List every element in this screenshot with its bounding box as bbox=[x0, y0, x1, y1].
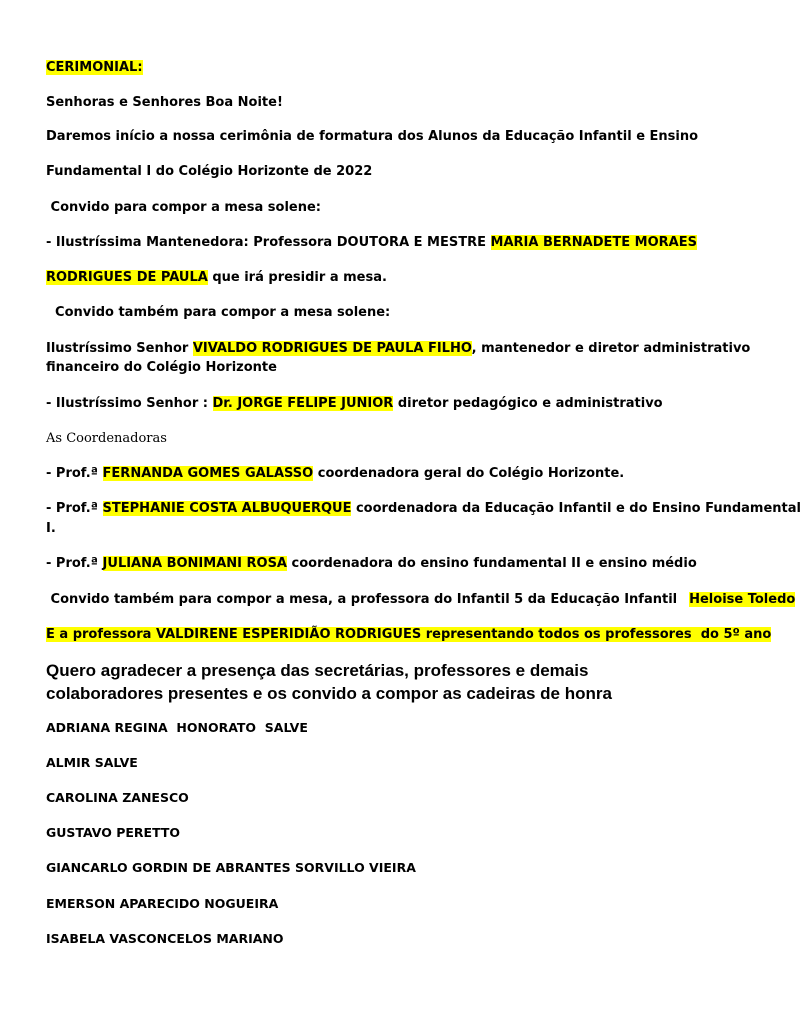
coordenadoras-heading: As Coordenadoras bbox=[46, 431, 167, 446]
coord-1-prefix: - Prof.ª bbox=[46, 466, 103, 481]
mantenedora-prefix: - Ilustríssima Mantenedora: Professora DOUTORA E MESTRE bbox=[46, 235, 491, 250]
mantenedora-suffix: que irá presidir a mesa. bbox=[207, 270, 387, 285]
honor-name-1: ADRIANA REGINA HONORATO SALVE bbox=[46, 720, 308, 735]
coord-2-line-1 bbox=[46, 499, 801, 519]
invite-2: Convido também para compor a mesa solene: bbox=[46, 305, 391, 320]
coord-3-suffix: coordenadora do ensino fundamental II e ensino médio bbox=[287, 556, 697, 571]
honor-name-4: GUSTAVO PERETTO bbox=[46, 825, 181, 840]
invite-3-text: Convido também para compor a mesa, a professora do Infantil 5 da Educação Infantil bbox=[46, 592, 678, 607]
invite-1: Convido para compor a mesa solene: bbox=[46, 200, 321, 215]
coord-2-prefix: - Prof.ª bbox=[46, 501, 103, 516]
vivaldo-line-1 bbox=[46, 339, 751, 359]
coord-2-suffix: coordenadora da Educação Infantil e do Ensino Fundamental bbox=[351, 501, 801, 516]
coord-3-line bbox=[46, 554, 726, 574]
jorge-suffix: diretor pedagógico e administrativo bbox=[393, 396, 663, 411]
greeting: Senhoras e Senhores Boa Noite! bbox=[46, 95, 283, 110]
valdirene-line bbox=[46, 625, 772, 645]
coord-1-suffix: coordenadora geral do Colégio Horizonte. bbox=[313, 466, 625, 481]
honor-name-3: CAROLINA ZANESCO bbox=[46, 790, 189, 805]
coord-3-name: JULIANA BONIMANI ROSA bbox=[102, 556, 287, 571]
vivaldo-prefix: Ilustríssimo Senhor bbox=[46, 341, 193, 356]
vivaldo-suffix: , mantenedor e diretor administrativo bbox=[471, 341, 751, 356]
intro-line-2: Fundamental I do Colégio Horizonte de 2022 bbox=[46, 164, 373, 179]
honor-name-6: EMERSON APARECIDO NOGUEIRA bbox=[46, 896, 279, 911]
coord-3-prefix: - Prof.ª bbox=[46, 556, 103, 571]
honor-name-7: ISABELA VASCONCELOS MARIANO bbox=[46, 931, 284, 946]
coord-2-name: STEPHANIE COSTA ALBUQUERQUE bbox=[102, 501, 352, 516]
jorge-name: Dr. JORGE FELIPE JUNIOR bbox=[212, 396, 394, 411]
coord-2-line-2: I. bbox=[46, 521, 56, 536]
jorge-prefix: - Ilustríssimo Senhor : bbox=[46, 396, 213, 411]
invite-3-name: Heloise Toledo bbox=[689, 592, 796, 607]
mantenedora-name-1: MARIA BERNADETE MORAES bbox=[490, 235, 697, 250]
honor-name-2: ALMIR SALVE bbox=[46, 755, 138, 770]
honor-name-5: GIANCARLO GORDIN DE ABRANTES SORVILLO VIEIRA bbox=[46, 860, 416, 875]
intro-line-1: Daremos início a nossa cerimônia de formatura dos Alunos da Educação Infantil e Ensino bbox=[46, 129, 699, 144]
vivaldo-line-2: financeiro do Colégio Horizonte bbox=[46, 360, 277, 375]
invite-3-line bbox=[46, 590, 796, 610]
heading-line bbox=[46, 58, 726, 78]
coord-1-name: FERNANDA GOMES GALASSO bbox=[102, 466, 314, 481]
agradecimento-line-2: colaboradores presentes e os convido a compor as cadeiras de honra bbox=[46, 684, 612, 703]
vivaldo-name: VIVALDO RODRIGUES DE PAULA FILHO bbox=[192, 341, 472, 356]
jorge-line bbox=[46, 394, 726, 414]
mantenedora-line-1 bbox=[46, 233, 726, 253]
valdirene-text: E a professora VALDIRENE ESPERIDIÃO RODRIGUES representando todos os professores do 5º ano bbox=[46, 627, 772, 642]
mantenedora-line-2 bbox=[46, 268, 726, 288]
heading: CERIMONIAL: bbox=[46, 60, 143, 75]
mantenedora-name-2: RODRIGUES DE PAULA bbox=[46, 270, 208, 285]
coord-1-line bbox=[46, 464, 726, 484]
agradecimento-line-1: Quero agradecer a presença das secretárias, professores e demais bbox=[46, 661, 589, 680]
